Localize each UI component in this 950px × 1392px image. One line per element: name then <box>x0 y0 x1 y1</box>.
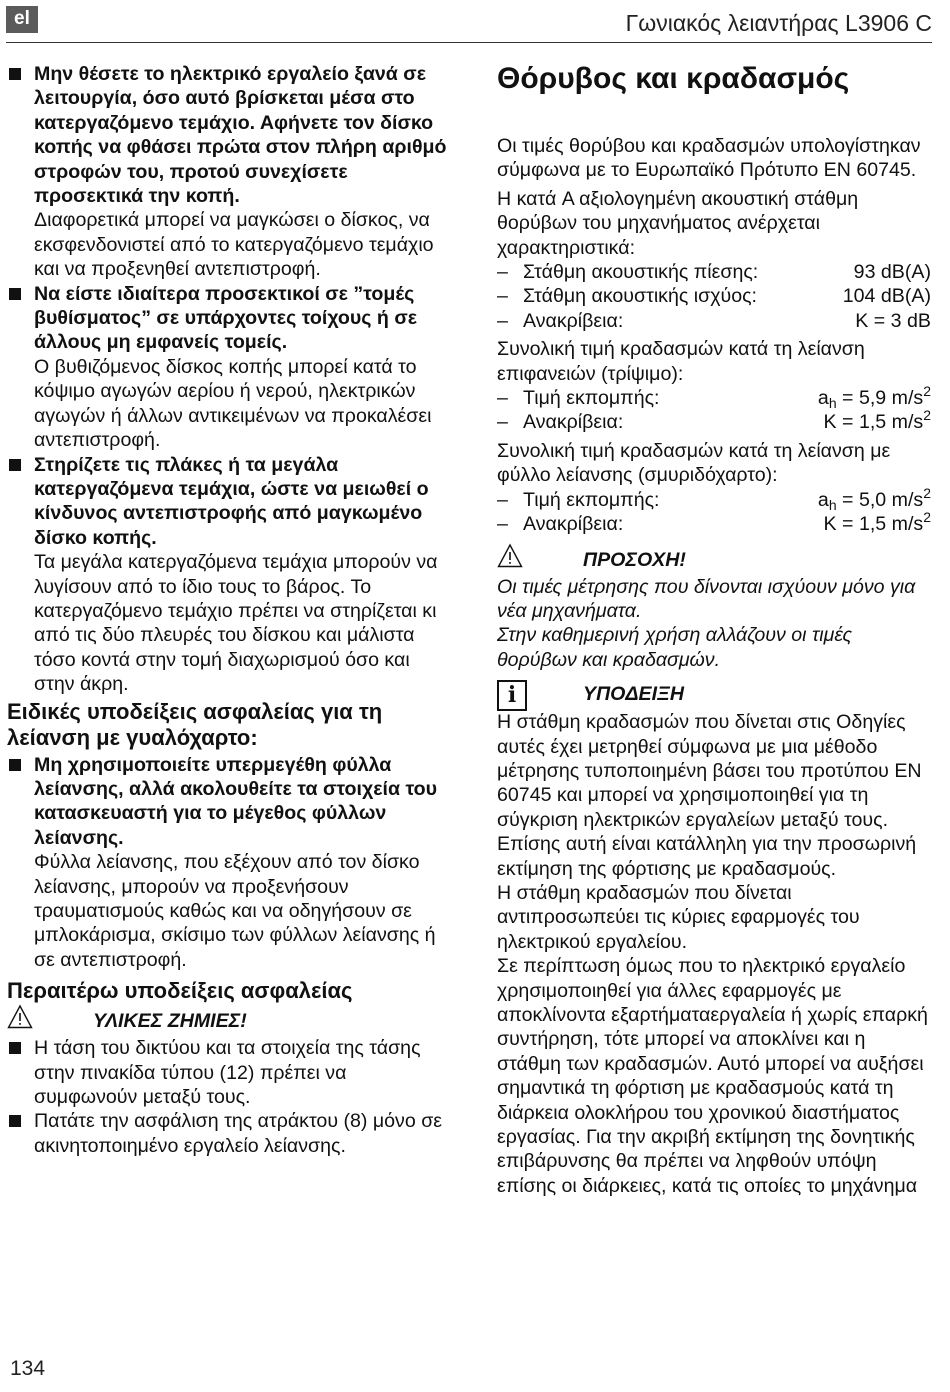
row-value: $a_h = 5,9$ $m/s^2$ <box>817 383 931 412</box>
noise-intro <box>497 134 931 260</box>
bullet-text: Φύλλα λείανσης, που εξέχουν από τον δίσκο λείανσης, μπορούν να προξενήσουν τραυματισμούς καθώς και να οδηγήσουν σε μπλοκάρισμα, σκίσιμο των φύλλων λείανσης ή σε αντεπιστροφή. <box>34 851 436 971</box>
warning-text: Στην καθημερινή χρήση αλλάζουν οι τιμές θορύβων και κραδασμών. <box>497 624 853 671</box>
note-label: ΥΠΟΔΕΙΞΗ <box>583 683 685 706</box>
row-label: Τιμή εκπομπής: <box>523 387 660 410</box>
language-tag: el <box>6 6 38 33</box>
bullet-text: Ο βυθιζόμενος δίσκος κοπής μπορεί κατά το κόψιμο αγωγών αερίου ή νερού, ηλεκτρικών αγωγών ή άλλων αντικειμένων να προκαλέσει αντεπιστροφή. <box>34 355 432 452</box>
bullet-text: Η τάση του δικτύου και τα στοιχεία της τάσης στην πινακίδα τύπου (12) πρέπει να συμφωνούν μεταξύ τους. <box>34 1037 421 1109</box>
header-rule <box>6 42 932 43</box>
material-damage-warning <box>7 1008 452 1036</box>
vibration-row: – Τιμή εκπομπής: $a_h = 5,9$ $m/s^2$ <box>497 383 931 412</box>
warning-triangle-icon <box>497 543 523 569</box>
safety-bullet <box>7 1036 452 1109</box>
safety-bullet <box>7 1109 452 1158</box>
bullet-heading: Μην θέσετε το ηλεκτρικό εργαλείο ξανά σε λειτουργία, όσο αυτό βρίσκεται μέσα στο κατεργαζόμενο τεμάχιο. Αφήνετε τον δίσκο κοπής να φθάσει πρώτα στον πλήρη αριθμό στροφών του, προτού συνεχίσετε προσεκτικά την κοπή. <box>34 63 447 208</box>
paragraph: Οι τιμές θορύβου και κραδασμών υπολογίστηκαν σύμφωνα με το Ευρωπαϊκό Πρότυπο EN 60745. <box>497 135 921 182</box>
safety-bullet <box>7 62 452 282</box>
bullet-text: Πατάτε την ασφάλιση της ατράκτου (8) μόνο σε ακινητοποιημένο εργαλείο λείανσης. <box>34 1110 443 1157</box>
row-label: Τιμή εκπομπής: <box>523 488 660 511</box>
right-column <box>497 62 931 1198</box>
row-value: $a_h = 5,0$ $m/s^2$ <box>817 484 931 513</box>
warning-text: Οι τιμές μέτρησης που δίνονται ισχύουν μόνο για νέα μηχανήματα. <box>497 575 916 622</box>
row-value: K = 1,5 $m/s^2$ <box>823 509 931 536</box>
vibration-row: – Ανακρίβεια: K = 1,5 $m/s^2$ <box>497 509 931 536</box>
paragraph: Συνολική τιμή κραδασμών κατά τη λείανση με φύλλο λείανσης (σμυριδόχαρτο): <box>497 439 891 487</box>
section-heading-sanding: Ειδικές υποδείξεις ασφαλείας για τη λείανση με γυαλόχαρτο: <box>7 698 383 750</box>
bullet-heading: Στηρίζετε τις πλάκες ή τα μεγάλα κατεργαζόμενα τεμάχια, ώστε να μειωθεί ο κίνδυνος αντεπιστροφής από μαγκωμένο δίσκο κοπής. <box>34 453 429 549</box>
document-title: Γωνιακός λειαντήρας L3906 C <box>625 10 932 36</box>
row-value: K = 3 dB <box>855 309 931 332</box>
caution-warning <box>497 547 931 575</box>
paragraph: Η στάθμη κραδασμών που δίνεται στις Οδηγίες αυτές έχει μετρηθεί σύμφωνα με μια μέθοδο μέτρησης τυποποιημένη βάσει του προτύπου EN 60745 και μπορεί να χρησιμοποιηθεί για τη σύγκριση ηλεκτρικών εργαλείων μεταξύ τους. Επίσης αυτή είναι κατάλληλη για την προσωρινή εκτίμηση της φόρτισης με κραδασμούς. <box>497 711 922 880</box>
row-label: Ανακρίβεια: <box>523 513 624 536</box>
warning-label: ΥΛΙΚΕΣ ΖΗΜΙΕΣ! <box>93 1010 247 1033</box>
row-label: Στάθμη ακουστικής ισχύος: <box>523 285 757 308</box>
noise-row: – Στάθμη ακουστικής ισχύος: 104 dB(A) <box>497 285 931 308</box>
left-column <box>7 62 452 1158</box>
paragraph: Συνολική τιμή κραδασμών κατά τη λείανση επιφανειών (τρίψιμο): <box>497 338 865 385</box>
safety-bullet <box>7 453 452 697</box>
vibration-row: – Τιμή εκπομπής: $a_h = 5,0$ $m/s^2$ <box>497 484 931 513</box>
page-number: 134 <box>10 1357 46 1380</box>
vibration-row: – Ανακρίβεια: K = 1,5 $m/s^2$ <box>497 407 931 434</box>
paragraph: Η κατά A αξιολογημένη ακουστική στάθμη θορύβων του μηχανήματος ανέρχεται χαρακτηριστικά: <box>497 187 859 259</box>
warning-triangle-icon <box>7 1004 33 1030</box>
row-value: 104 dB(A) <box>842 285 931 308</box>
row-label: Ανακρίβεια: <box>523 309 624 332</box>
info-icon: i <box>497 680 527 711</box>
row-label: Ανακρίβεια: <box>523 411 624 434</box>
row-label: Στάθμη ακουστικής πίεσης: <box>523 261 759 284</box>
warning-label: ΠΡΟΣΟΧΗ! <box>583 548 686 571</box>
row-value: K = 1,5 $m/s^2$ <box>823 407 931 434</box>
paragraph: Σε περίπτωση όμως που το ηλεκτρικό εργαλείο χρησιμοποιηθεί για άλλες εφαρμογές με αποκλίνοντα εξαρτήματαεργαλεία ή χωρίς επαρκή συντήρηση, τότε μπορεί να αποκλίνει και η στάθμη των κραδασμών. Αυτό μπορεί να αυξήσει σημαντικά τη φόρτιση με κραδασμούς κατά τη διάρκεια ολοκλήρου του χρονικού διαστήματος εργασίας. Για την ακριβή εκτίμηση της δονητικής επιβάρυνσης θα πρέπει να ληφθούν υπόψη επίσης οι διάρκειες, κατά τις οποίες το μηχάνημα <box>497 955 928 1197</box>
noise-row: – Ανακρίβεια: K = 3 dB <box>497 309 931 332</box>
note-block <box>497 680 931 710</box>
section-heading-noise: Θόρυβος και κραδασμός <box>497 62 850 95</box>
bullet-text: Διαφορετικά μπορεί να μαγκώσει ο δίσκος, να εκσφενδονιστεί από το κατεργαζόμενο τεμάχιο και να προξενηθεί αντεπιστροφή. <box>34 209 434 281</box>
paragraph: Η στάθμη κραδασμών που δίνεται αντιπροσωπεύει τις κύριες εφαρμογές του ηλεκτρικού εργαλείου. <box>497 881 860 953</box>
safety-bullet <box>7 753 452 973</box>
bullet-heading: Να είστε ιδιαίτερα προσεκτικοί σε ”τομές βυθίσματος” σε υπάρχοντες τοίχους ή σε άλλους μη εμφανείς τομείς. <box>34 282 418 354</box>
bullet-heading: Μη χρησιμοποιείτε υπερμεγέθη φύλλα λείανσης, αλλά ακολουθείτε τα στοιχεία του κατασκευαστή για το μέγεθος φύλλων λείανσης. <box>34 753 438 849</box>
safety-bullet <box>7 282 452 453</box>
noise-row: – Στάθμη ακουστικής πίεσης: 93 dB(A) <box>497 261 931 284</box>
bullet-text: Τα μεγάλα κατεργαζόμενα τεμάχια μπορούν να λυγίσουν από το ίδιο τους το βάρος. Το κατεργαζόμενο τεμάχιο πρέπει να στηρίζεται κι από τις δύο πλευρές του δίσκου και μάλιστα τόσο κοντά στην τομή διαχωρισμού όσο και στην άκρη. <box>34 551 438 696</box>
row-value: 93 dB(A) <box>853 261 931 284</box>
section-heading-further: Περαιτέρω υποδείξεις ασφαλείας <box>7 978 353 1004</box>
